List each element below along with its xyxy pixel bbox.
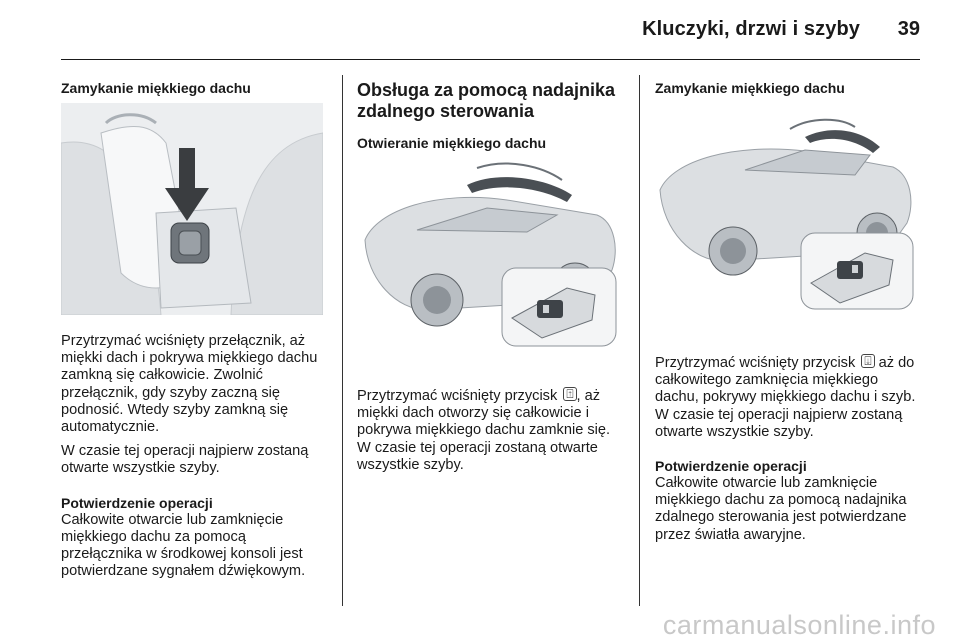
console-switch-illustration	[61, 103, 323, 315]
paragraph-close-remote-instructions: Przytrzymać wciśnięty przycisk ⍗ aż do całkowitego zamknięcia miękkiego dachu, pokrywy miękkiego dachu i szyb. W czasie tej operacji najpierw zostaną otwarte wszystkie szyby.	[655, 354, 916, 440]
column-2	[357, 80, 625, 474]
column-divider-right	[639, 75, 640, 606]
roof-open-icon: ⍐	[563, 387, 576, 401]
page-number: 39	[897, 18, 920, 40]
paragraph-open-instructions: Przytrzymać wciśnięty przycisk ⍐ , aż miękki dach otworzy się całkowicie i pokrywa miękkiego dachu zamknie się. W czasie tej operacji zostaną otwarte wszystkie szyby.	[357, 387, 611, 473]
section-heading-close-roof-remote: Zamykanie miękkiego dachu	[655, 80, 845, 96]
roof-close-icon: ⍗	[861, 354, 874, 368]
column-divider-left	[342, 75, 343, 606]
subheading-open-roof: Otwieranie miękkiego dachu	[357, 135, 547, 151]
confirm-text: Całkowite otwarcie lub zamknięcie miękkiego dachu za pomocą przełącznika w środkowej konsoli jest potwierdzane sygnałem dźwiękowym.	[61, 511, 306, 580]
car-close-roof-illustration	[655, 115, 917, 323]
paragraph-close-instructions: Przytrzymać wciśnięty przełącznik, aż miękki dach i pokrywa miękkiego dachu zamkną się całkowicie. Zwolnić przełącznik, gdy szyby zaczną się podnosić. Wtedy szyby zamkną się automatycznie.	[61, 333, 318, 436]
confirm-heading-remote: Potwierdzenie operacji	[655, 458, 807, 475]
column-1	[61, 80, 329, 580]
section-title-remote: Obsługa za pomocą nadajnika zdalnego sterowania	[357, 80, 616, 121]
header-rule	[61, 59, 920, 60]
section-heading-close-roof: Zamykanie miękkiego dachu	[61, 80, 251, 96]
car-open-roof-illustration	[357, 160, 621, 370]
column-3	[655, 80, 925, 544]
confirm-heading: Potwierdzenie operacji	[61, 494, 213, 511]
paragraph-windows-note: W czasie tej operacji najpierw zostaną otwarte wszystkie szyby.	[61, 443, 309, 477]
page-header-title: Kluczyki, drzwi i szyby	[642, 18, 860, 40]
watermark: carmanualsonline.info	[662, 610, 936, 640]
confirm-text-remote: Całkowite otwarcie lub zamknięcie miękkiego dachu za pomocą nadajnika zdalnego sterowania jest potwierdzane przez światła awaryjne.	[655, 475, 907, 543]
